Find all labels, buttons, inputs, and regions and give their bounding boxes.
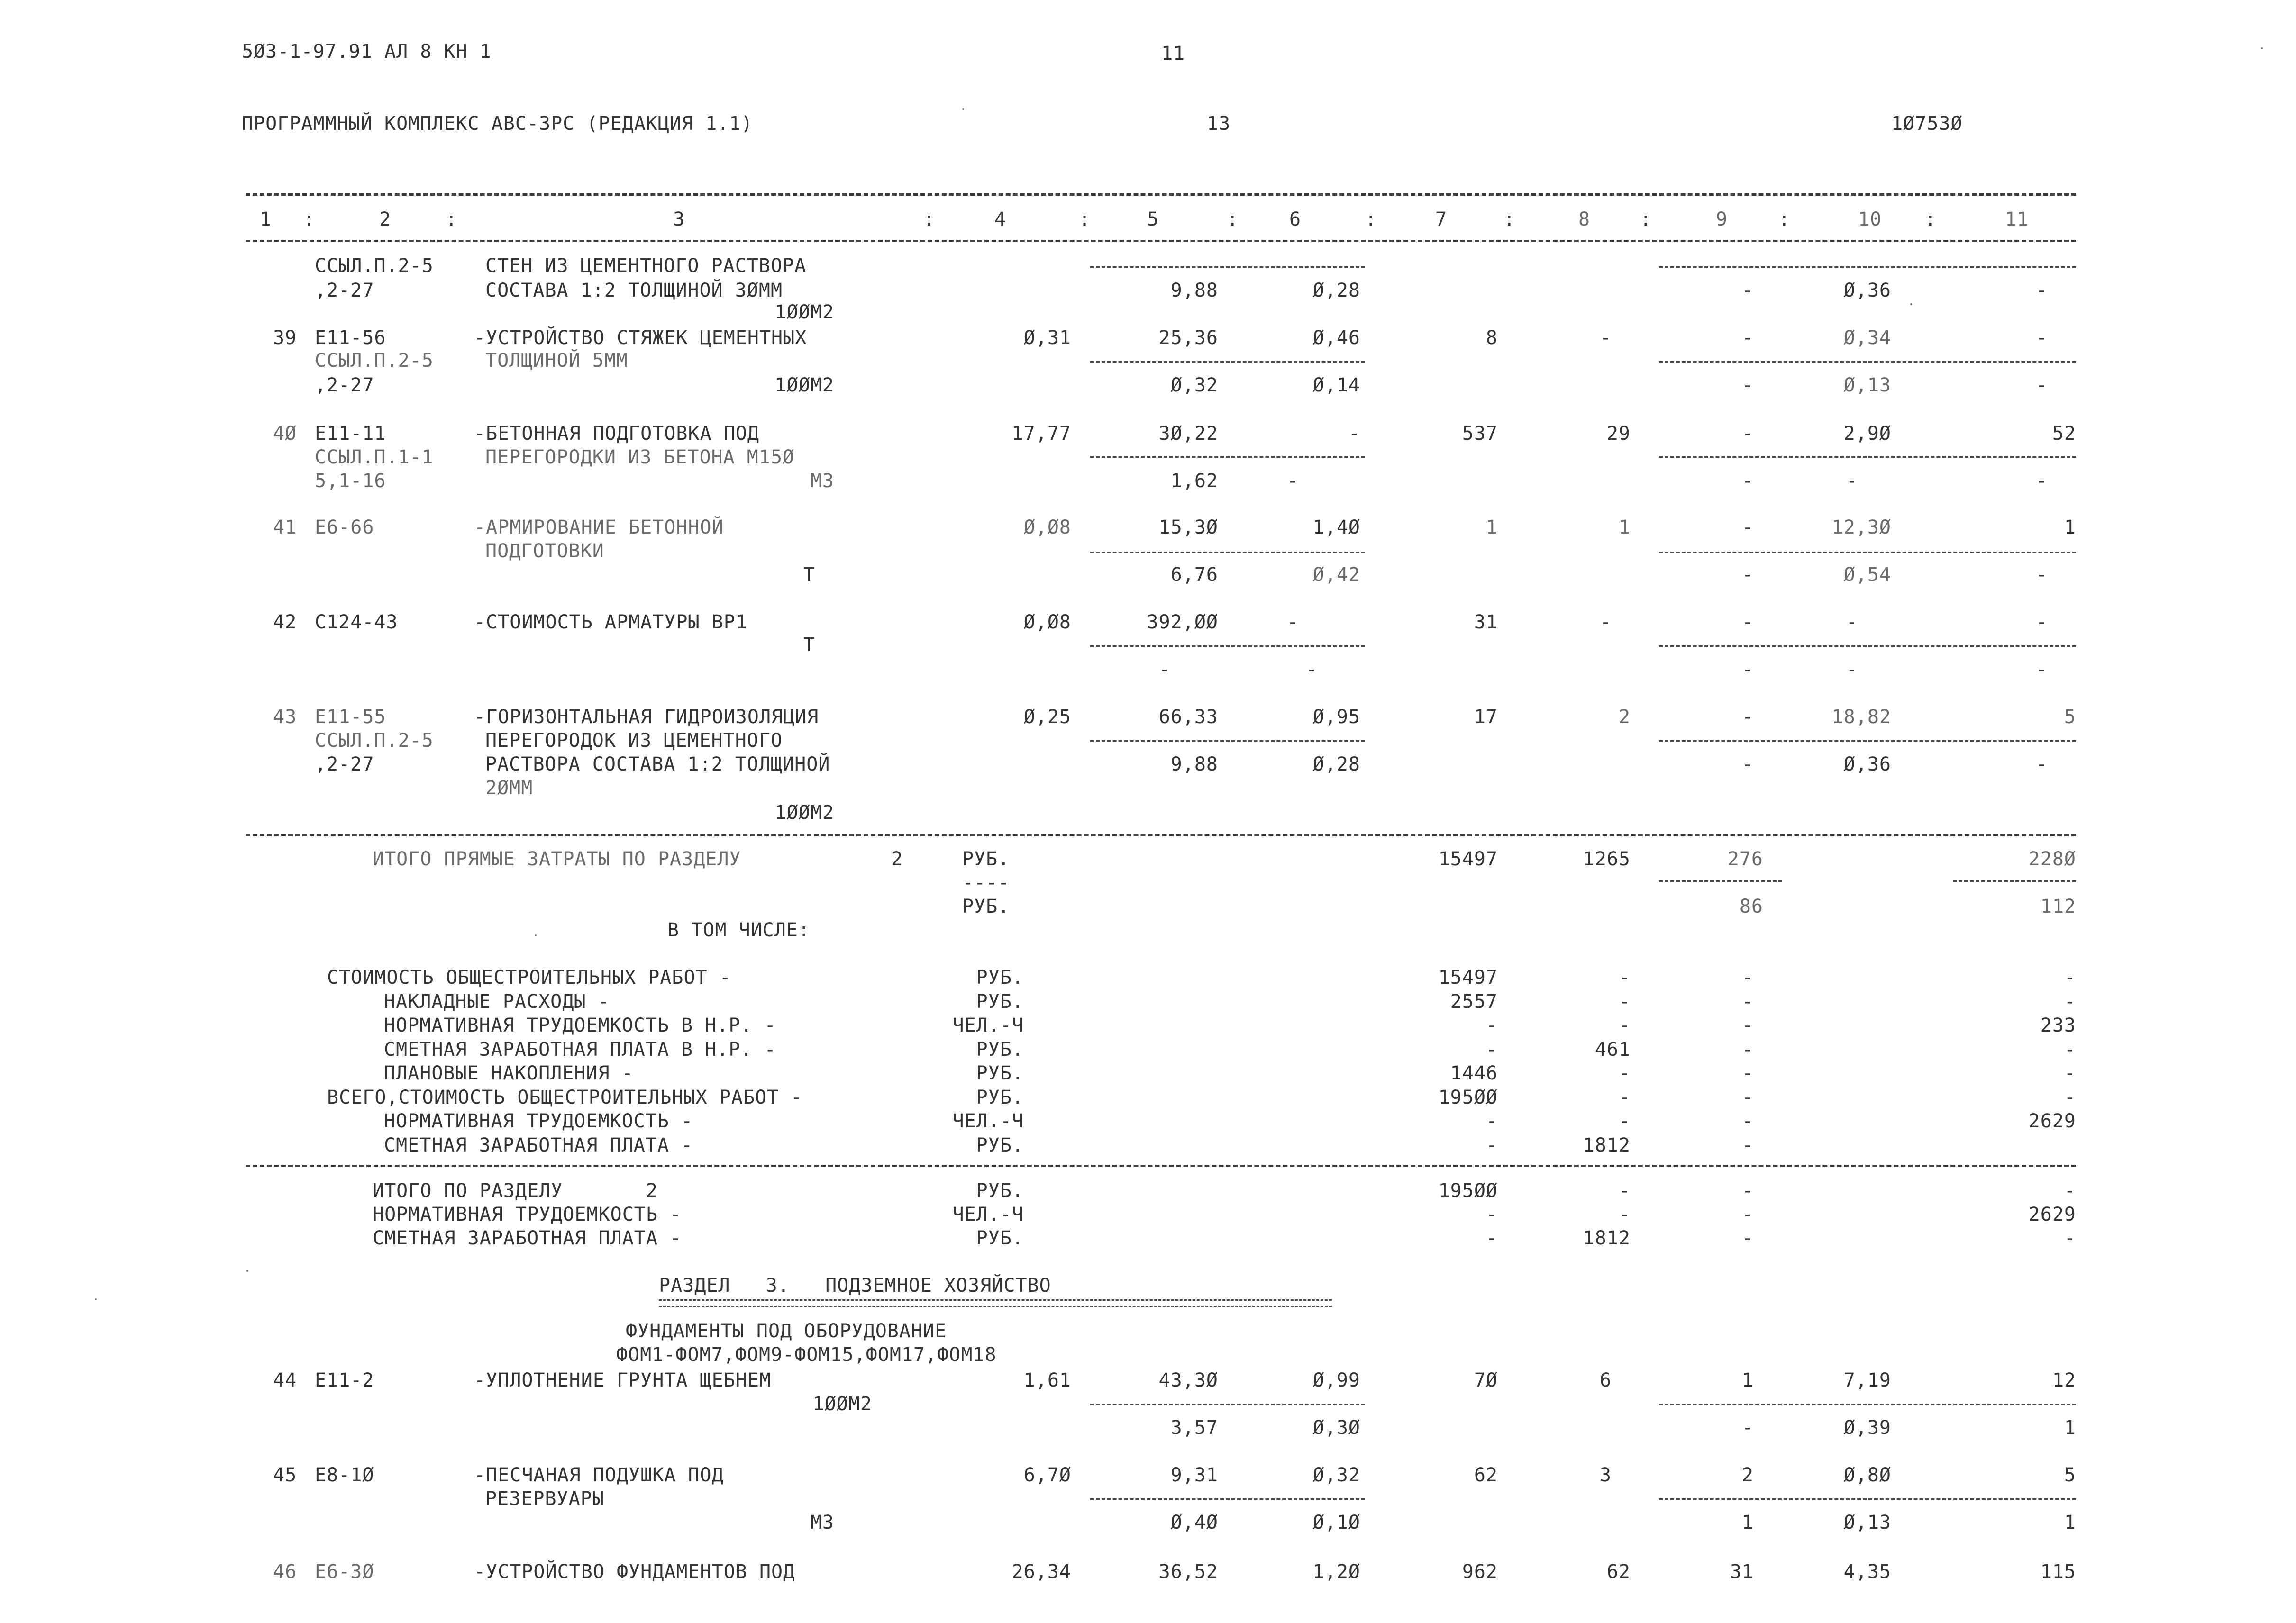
summary-c11: -	[2064, 990, 2076, 1013]
summary-rule	[246, 1165, 2076, 1167]
sheet-number: 11	[1161, 43, 1185, 64]
estimate-sheet: 5Ø3-1-97.91 АЛ 8 КН 1 11 ПРОГРАММНЫЙ КОМПЛЕКС АВС-3РС (РЕДАКЦИЯ 1.1) 13 1Ø753Ø 1 : 2 : 3 : 4 : 5 : 6 : 7 : 8 : 9 : 10 : 11 ССЫЛ.П.2-5 ,2-27 СТЕН ИЗ ЦЕМЕНТНОГО РАСТВОРА СОСТАВА 1:2 ТОЛЩИНОЙ 3ØММ 1ØØМ2 9,88 Ø,28 - Ø,36 - 39 Е11-56 ССЫЛ.П.2-5 ,2-27 -УСТРОЙСТВО СТЯЖЕК ЦЕМЕНТНЫХ ТОЛЩИНОЙ 5ММ 1ØØМ2 Ø,31 25,36 Ø,46 8 - - Ø,34 - Ø,32 Ø,14 - Ø,13 - 4Ø Е11-11 ССЫЛ.П.1-1 5,1-16 -БЕТОННАЯ ПОДГОТОВКА ПОД ПЕРЕГОРОДКИ ИЗ БЕТОНА М15Ø М3 17,77 3Ø,22 - 537 29 - 2,9Ø 52 1,62 - - - - 41 Е6-66 -АРМИРОВАНИЕ БЕТОННОЙ ПОДГОТОВКИ Т Ø,Ø8 15,3Ø 1,4Ø 1 1 - 12,3Ø 1 6,76 Ø,42 - Ø,54 - 42 С124-43 -СТОИМОСТЬ АРМАТУРЫ ВР1 Т Ø,Ø8 392,ØØ - 31 - - - - - - - - - 43 Е11-55 ССЫЛ.П.2-5 ,2-27 -ГОРИЗОНТАЛЬНАЯ ГИДРОИЗОЛЯЦИЯ ПЕРЕГОРОДОК ИЗ ЦЕМЕНТНОГО РАСТВОРА СОСТАВА 1:2 ТОЛЩИНОЙ 2ØММ 1ØØМ2 Ø,25 66,33 Ø,95 17 2 - 18,82 5 9,88 Ø,28 - Ø,36 - ИТОГО ПРЯМЫЕ ЗАТРАТЫ ПО РАЗДЕЛУ 2 РУБ. ---- РУБ. 15497 1265 276 228Ø 86 112 В ТОМ ЧИСЛЕ: СТОИМОСТЬ ОБЩЕСТРОИТЕЛЬНЫХ РАБОТ - РУБ. 15497 - - - НАКЛАДНЫЕ РАСХОДЫ - РУБ. 2557 - - - НОРМАТИВНАЯ ТРУДОЕМКОСТЬ В Н.Р. - ЧЕЛ.-Ч - - - 233 СМЕТНАЯ ЗАРАБОТНАЯ ПЛАТА В Н.Р. - РУБ. - 461 - - ПЛАНОВЫЕ НАКОПЛЕНИЯ - РУБ. 1446 - - - ВСЕГО,СТОИМОСТЬ ОБЩЕСТРОИТЕЛЬНЫХ РАБОТ - РУБ. 195ØØ - - - НОРМАТИВНАЯ ТРУДОЕМКОСТЬ - ЧЕЛ.-Ч - - - 2629 СМЕТНАЯ ЗАРАБОТНАЯ ПЛАТА - РУБ. - 1812 - ИТОГО ПО РАЗДЕЛУ 2 РУБ. 195ØØ - - - НОРМАТИВНАЯ ТРУДОЕМКОСТЬ - ЧЕЛ.-Ч - - - 2629 СМЕТНАЯ ЗАРАБОТНАЯ ПЛАТА - РУБ. - 1812 - - РАЗДЕЛ 3. ПОДЗЕМНОЕ ХОЗЯЙСТВО ФУНДАМЕНТЫ ПОД ОБОРУДОВАНИЕ ФОМ1-ФОМ7,ФОМ9-ФОМ15,ФОМ17,ФОМ18 44 Е11-2 -УПЛОТНЕНИЕ ГРУНТА ЩЕБНЕМ 1ØØМ2 1,61 43,3Ø Ø,99 7Ø 6 1 7,19 12 3,57 Ø,3Ø - Ø,39 1 45 Е8-1Ø -ПЕСЧАНАЯ ПОДУШКА ПОД РЕЗЕРВУАРЫ М3 6,7Ø 9,31 Ø,32 62 3 2 Ø,8Ø 5 Ø,4Ø Ø,1Ø 1 Ø,13 1 46 Е6-3Ø -УСТРОЙСТВО ФУНДАМЕНТОВ ПОД 26,34 36,52 1,2Ø 962 62 31 4,35 115	[0, 0, 2296, 1623]
summary-label: НОРМАТИВНАЯ ТРУДОЕМКОСТЬ -	[373, 1204, 682, 1225]
summary-unit: РУБ.	[976, 990, 1024, 1013]
summary-c7: -	[1485, 1038, 1498, 1061]
summary-unit: РУБ.	[976, 1227, 1024, 1249]
summary-c8: -	[1618, 1062, 1631, 1084]
section-total-rule	[246, 834, 2076, 836]
summary-c9: -	[1741, 1180, 1754, 1202]
summary-c8: -	[1618, 1204, 1631, 1225]
section-title-underline	[659, 1299, 1332, 1307]
summary-c8: -	[1618, 1180, 1631, 1202]
summary-c7: -	[1485, 1134, 1498, 1156]
summary-label: СМЕТНАЯ ЗАРАБОТНАЯ ПЛАТА -	[373, 1227, 682, 1249]
page-number: 13	[1207, 113, 1231, 135]
scan-speck	[95, 1298, 97, 1300]
summary-label: СМЕТНАЯ ЗАРАБОТНАЯ ПЛАТА В Н.Р. -	[384, 1038, 776, 1061]
summary-label: ВСЕГО,СТОИМОСТЬ ОБЩЕСТРОИТЕЛЬНЫХ РАБОТ -	[327, 1086, 803, 1108]
summary-label: НОРМАТИВНАЯ ТРУДОЕМКОСТЬ -	[384, 1110, 693, 1132]
group-subtitle: ФОМ1-ФОМ7,ФОМ9-ФОМ15,ФОМ17,ФОМ18	[616, 1344, 997, 1366]
summary-c9: -	[1741, 1086, 1754, 1108]
summary-c9: -	[1741, 1015, 1754, 1036]
scan-speck	[962, 108, 964, 110]
summary-c7: 15497	[1438, 967, 1498, 988]
summary-c11: -	[2064, 1227, 2076, 1249]
summary-c9: -	[1741, 1204, 1754, 1225]
summary-c9: -	[1741, 1227, 1754, 1249]
summary-c7: 195ØØ	[1438, 1180, 1498, 1202]
summary-label: СМЕТНАЯ ЗАРАБОТНАЯ ПЛАТА -	[384, 1134, 693, 1156]
summary-c11: -	[2064, 1062, 2076, 1084]
group-title: ФУНДАМЕНТЫ ПОД ОБОРУДОВАНИЕ	[626, 1320, 947, 1342]
summary-label: ПЛАНОВЫЕ НАКОПЛЕНИЯ -	[384, 1062, 634, 1084]
summary-c11: -	[2064, 1180, 2076, 1202]
summary-label: НАКЛАДНЫЕ РАСХОДЫ -	[384, 990, 610, 1013]
summary-c11: -	[2064, 1038, 2076, 1061]
summary-c9: -	[1741, 990, 1754, 1013]
header-bottom-rule	[246, 240, 2076, 242]
summary-c9: -	[1741, 1134, 1754, 1156]
summary-c7: -	[1485, 1015, 1498, 1036]
summary-c7: -	[1485, 1227, 1498, 1249]
summary-unit: РУБ.	[976, 1038, 1024, 1061]
summary-c8: 1812	[1583, 1134, 1631, 1156]
summary-label: СТОИМОСТЬ ОБЩЕСТРОИТЕЛЬНЫХ РАБОТ -	[327, 967, 731, 988]
summary-unit: РУБ.	[976, 1086, 1024, 1108]
summary-c11: -	[2064, 1086, 2076, 1108]
summary-c7: 2557	[1450, 990, 1498, 1013]
summary-label: ИТОГО ПО РАЗДЕЛУ 2	[373, 1180, 658, 1202]
program-name: ПРОГРАММНЫЙ КОМПЛЕКС АВС-3РС (РЕДАКЦИЯ 1.1)	[242, 113, 753, 135]
summary-c8: -	[1618, 990, 1631, 1013]
summary-c11: 2629	[2028, 1204, 2076, 1225]
section-title: РАЗДЕЛ 3. ПОДЗЕМНОЕ ХОЗЯЙСТВО	[659, 1275, 1051, 1297]
summary-c8: -	[1618, 1110, 1631, 1132]
summary-unit: РУБ.	[976, 1180, 1024, 1202]
scan-speck	[535, 934, 537, 936]
summary-c7: 195ØØ	[1438, 1086, 1498, 1108]
summary-c7: -	[1485, 1204, 1498, 1225]
summary-label: НОРМАТИВНАЯ ТРУДОЕМКОСТЬ В Н.Р. -	[384, 1015, 776, 1036]
summary-unit: РУБ.	[976, 1062, 1024, 1084]
summary-c7: -	[1485, 1110, 1498, 1132]
document-id: 1Ø753Ø	[1891, 113, 1963, 135]
summary-c11: 233	[2040, 1015, 2076, 1036]
summary-c8: -	[1618, 967, 1631, 988]
summary-c11: 2629	[2028, 1110, 2076, 1132]
scan-speck	[2261, 47, 2263, 49]
summary-unit: РУБ.	[976, 1134, 1024, 1156]
scan-speck	[1910, 303, 1912, 305]
summary-unit: ЧЕЛ.-Ч	[952, 1204, 1024, 1225]
summary-c8: 461	[1594, 1038, 1631, 1061]
table-top-rule	[246, 193, 2076, 196]
doc-code: 5Ø3-1-97.91 АЛ 8 КН 1	[242, 41, 492, 63]
summary-unit: ЧЕЛ.-Ч	[952, 1110, 1024, 1132]
summary-c8: 1812	[1583, 1227, 1631, 1249]
summary-c9: -	[1741, 1110, 1754, 1132]
summary-unit: РУБ.	[976, 967, 1024, 988]
summary-c9: -	[1741, 1062, 1754, 1084]
summary-c8: -	[1618, 1015, 1631, 1036]
scan-speck	[246, 1270, 248, 1272]
summary-c7: 1446	[1450, 1062, 1498, 1084]
summary-c9: -	[1741, 967, 1754, 988]
summary-c8: -	[1618, 1086, 1631, 1108]
summary-unit: ЧЕЛ.-Ч	[952, 1015, 1024, 1036]
summary-c9: -	[1741, 1038, 1754, 1061]
summary-c11: -	[2064, 967, 2076, 988]
